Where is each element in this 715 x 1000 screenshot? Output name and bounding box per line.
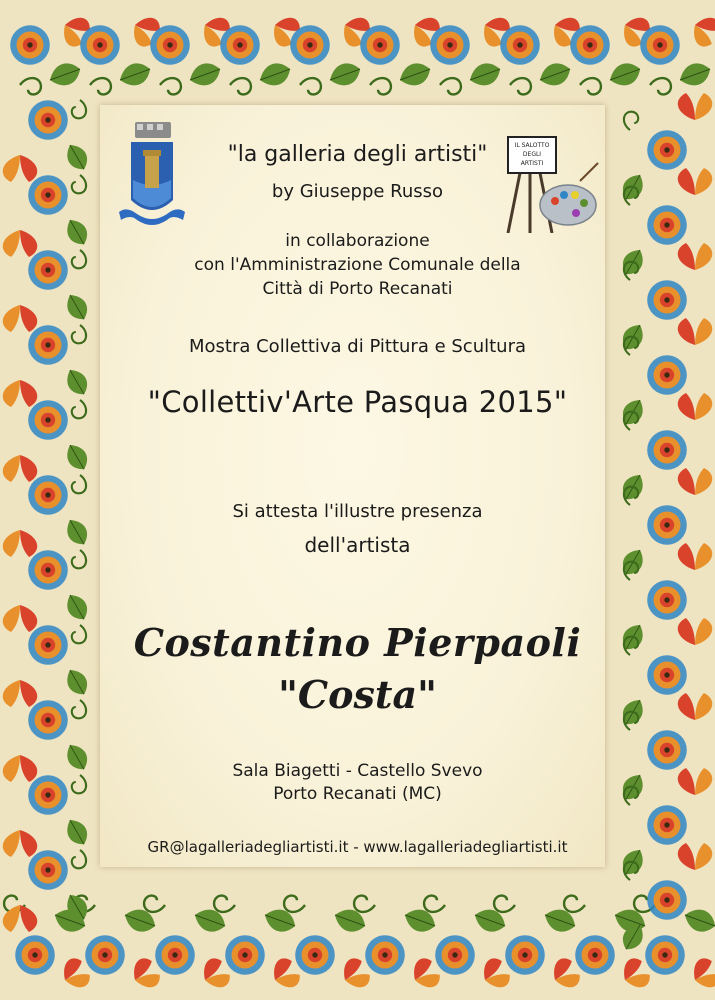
flower-ornament <box>28 100 68 140</box>
flower-ornament <box>295 935 335 975</box>
flower-ornament <box>225 935 265 975</box>
collaboration-line-3: Città di Porto Recanati <box>262 279 453 299</box>
flower-ornament <box>28 850 68 890</box>
artist-nickname: "Costa" <box>278 672 437 717</box>
collaboration-line-1: in collaborazione <box>285 231 430 251</box>
gallery-name: "la galleria degli artisti" <box>227 142 488 167</box>
flower-ornament <box>435 935 475 975</box>
flower-ornament <box>15 935 55 975</box>
flower-ornament <box>430 25 470 65</box>
flower-ornament <box>360 25 400 65</box>
exhibition-title: "Collettiv'Arte Pasqua 2015" <box>147 385 568 419</box>
exhibition-type: Mostra Collettiva di Pittura e Scultura <box>188 336 527 357</box>
flower-ornament <box>290 25 330 65</box>
flower-ornament <box>10 25 50 65</box>
easel-label-1: IL SALOTTO <box>514 142 550 149</box>
flower-ornament <box>645 935 685 975</box>
flower-ornament <box>647 430 687 470</box>
easel-label-3: ARTISTI <box>520 160 544 167</box>
venue-line-2: Porto Recanati (MC) <box>273 784 442 804</box>
flower-ornament <box>640 25 680 65</box>
flower-ornament <box>220 25 260 65</box>
collaboration-line-2: con l'Amministrazione Comunale della <box>194 255 521 275</box>
flower-ornament <box>575 935 615 975</box>
flower-ornament <box>570 25 610 65</box>
flower-ornament <box>647 580 687 620</box>
author-line: by Giuseppe Russo <box>271 181 444 202</box>
flower-ornament <box>155 935 195 975</box>
artist-name: Costantino Pierpaoli <box>133 620 582 665</box>
flower-ornament <box>365 935 405 975</box>
flower-ornament <box>80 25 120 65</box>
flower-ornament <box>647 880 687 920</box>
flower-ornament <box>500 25 540 65</box>
contact-line: GR@lagalleriadegliartisti.it - www.lagalleriadegliartisti.it <box>147 838 568 856</box>
flower-ornament <box>505 935 545 975</box>
attestation-statement-2: dell'artista <box>304 533 411 557</box>
flower-ornament <box>85 935 125 975</box>
flower-ornament <box>150 25 190 65</box>
easel-label-2: DEGLI <box>522 151 542 158</box>
venue-line-1: Sala Biagetti - Castello Svevo <box>232 761 483 781</box>
attestation-statement: Si attesta l'illustre presenza <box>232 501 483 522</box>
